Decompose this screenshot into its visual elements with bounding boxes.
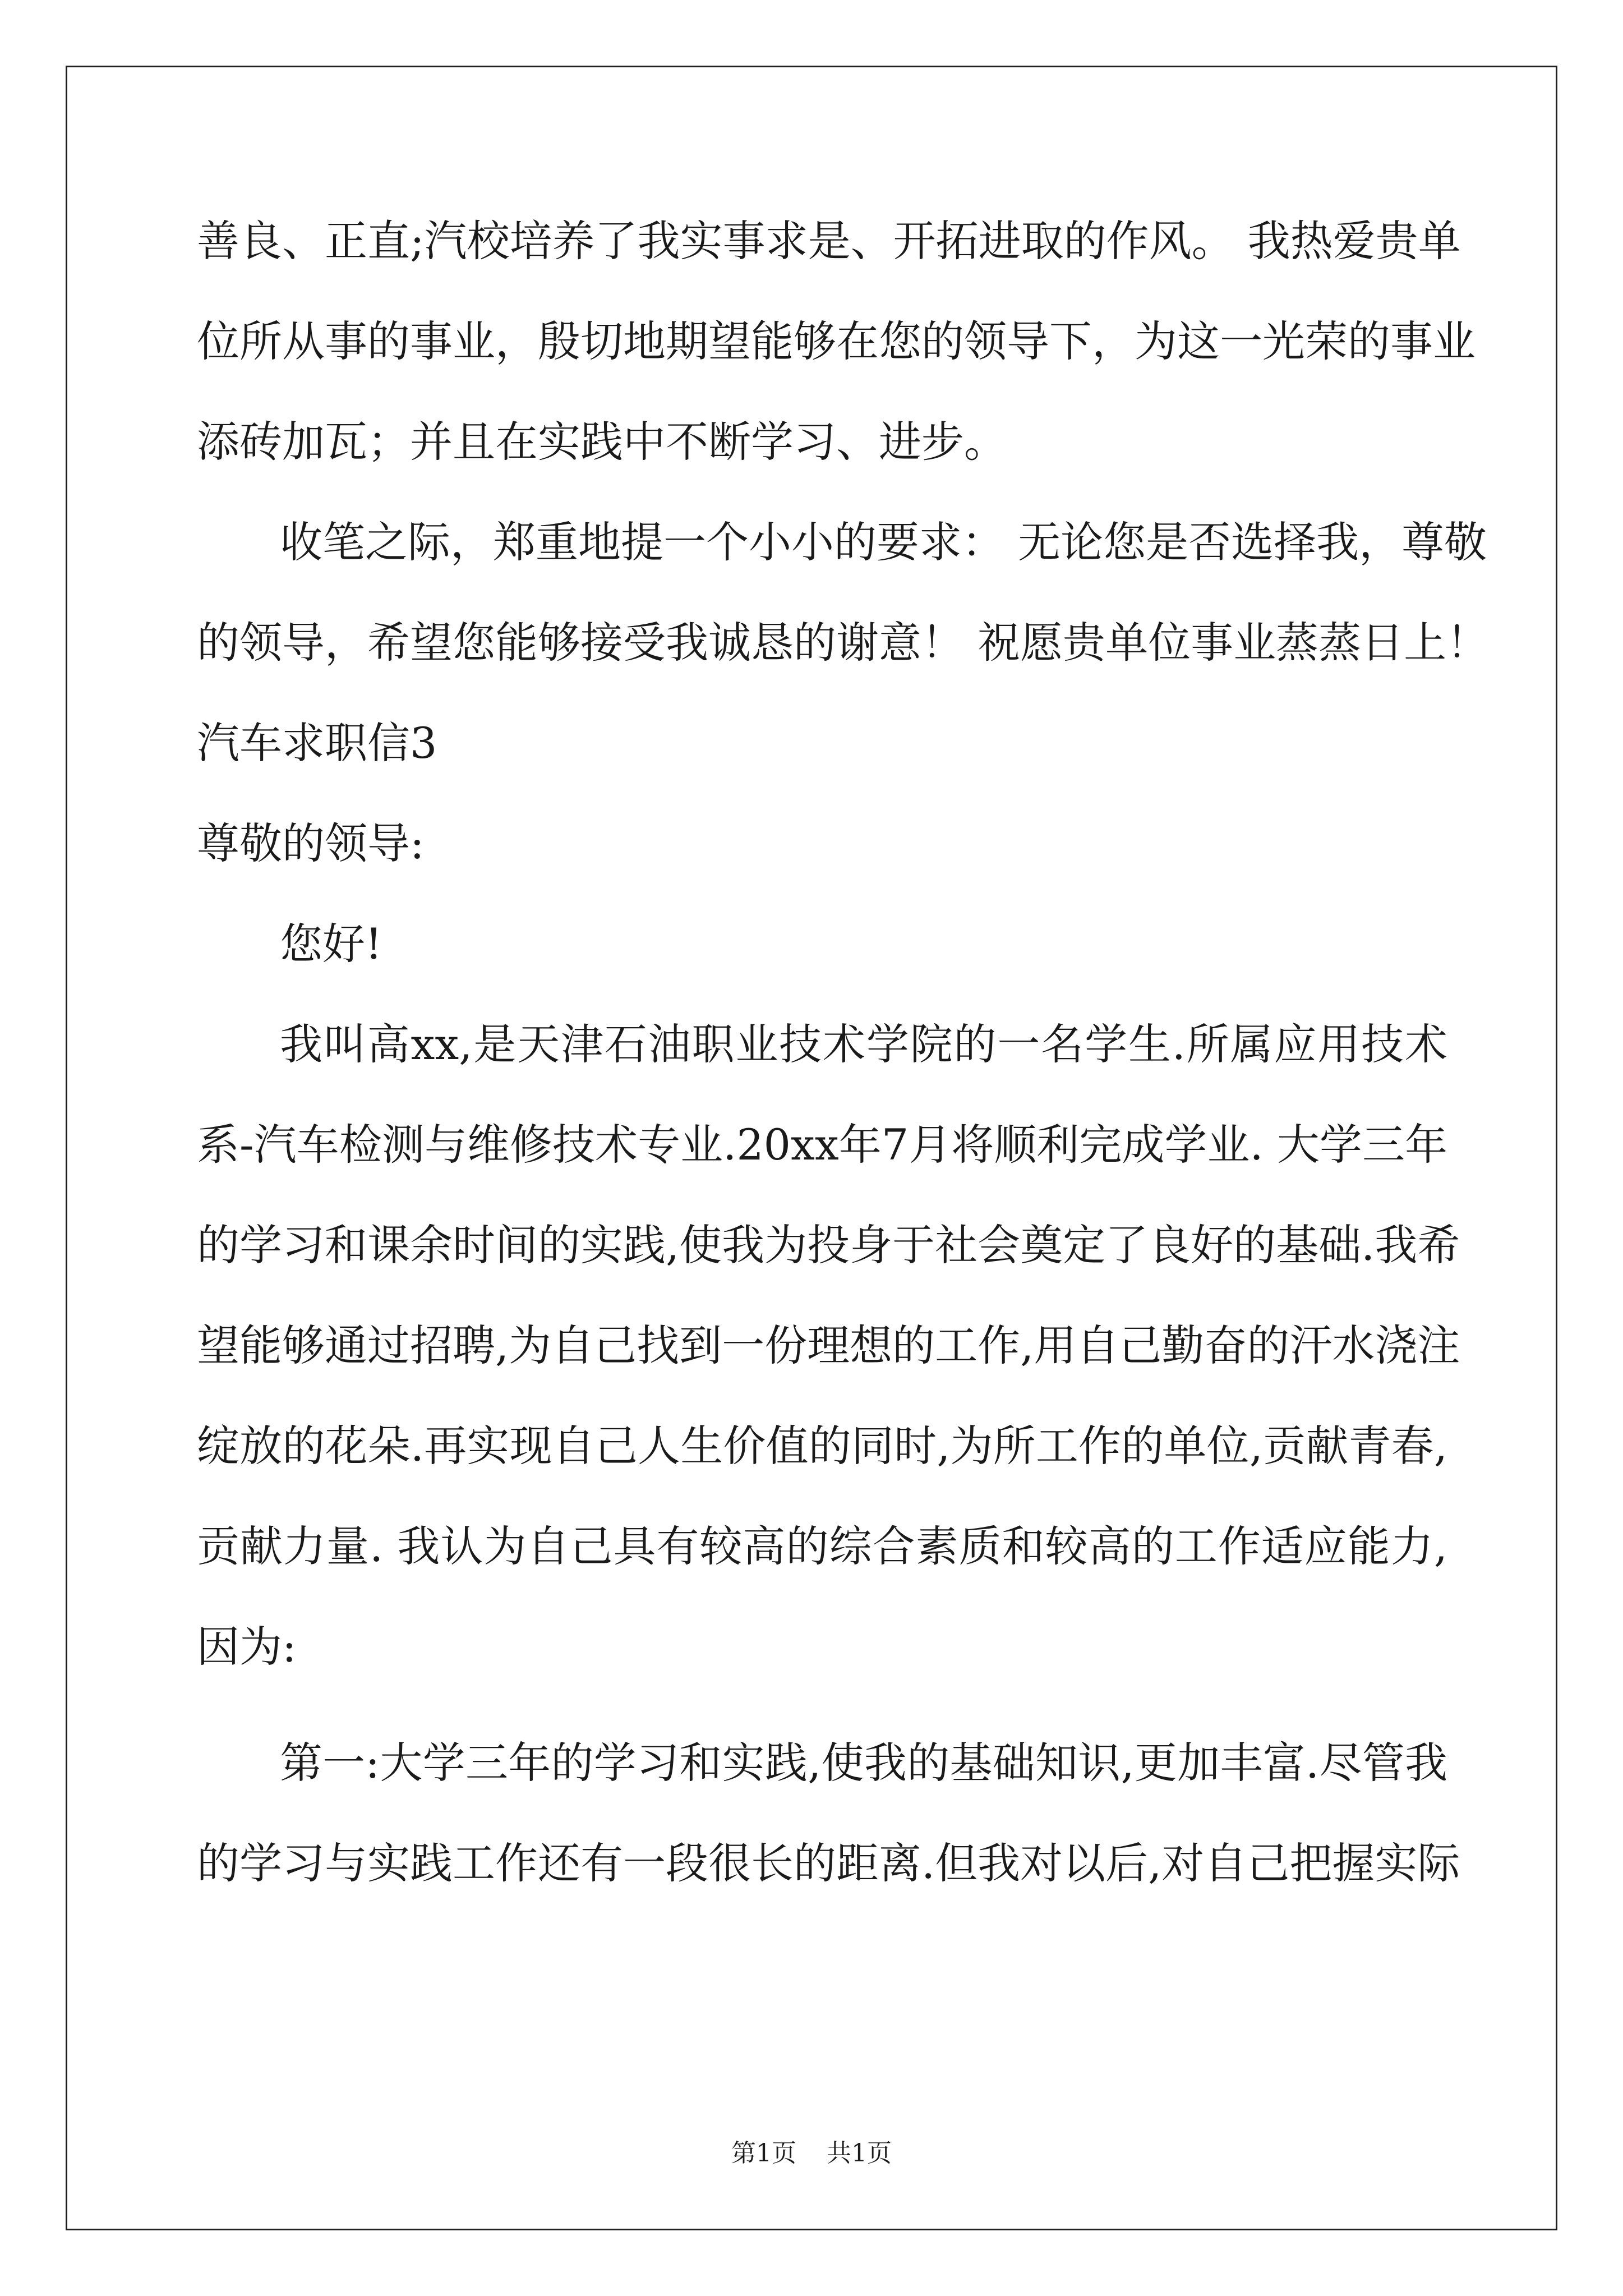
greeting: 您好! (280, 919, 382, 969)
page-number: 第1页 (731, 2139, 796, 2168)
paragraph-line: 的领导，希望您能够接受我诚恳的谢意！ 祝愿贵单位事业蒸蒸日上！ (197, 618, 1490, 668)
paragraph-line: 的学习和课余时间的实践,使我为投身于社会奠定了良好的基础.我希 (197, 1220, 1460, 1270)
paragraph-line: 位所从事的事业，殷切地期望能够在您的领导下，为这一光荣的事业 (197, 316, 1476, 366)
document-body (197, 208, 1490, 1930)
paragraph-line: 贡献力量. 我认为自己具有较高的综合素质和较高的工作适应能力, (197, 1521, 1447, 1571)
paragraph-line: 系-汽车检测与维修技术专业.20xx年7月将顺利完成学业. 大学三年 (197, 1120, 1447, 1170)
page-total: 共1页 (827, 2139, 892, 2168)
paragraph-line: 绽放的花朵.再实现自己人生价值的同时,为所工作的单位,贡献青春, (197, 1421, 1447, 1471)
paragraph-line: 因为: (197, 1622, 297, 1672)
page-footer (0, 2133, 1623, 2169)
paragraph-line: 我叫高xx,是天津石油职业技术学院的一名学生.所属应用技术 (280, 1019, 1447, 1069)
paragraph-line: 的学习与实践工作还有一段很长的距离.但我对以后,对自己把握实际 (197, 1838, 1460, 1888)
paragraph-line: 添砖加瓦；并且在实践中不断学习、进步。 (197, 417, 1007, 467)
paragraph-line: 第一:大学三年的学习和实践,使我的基础知识,更加丰富.尽管我 (280, 1738, 1447, 1788)
salutation: 尊敬的领导: (197, 818, 425, 868)
paragraph-line: 望能够通过招聘,为自己找到一份理想的工作,用自己勤奋的汗水浇注 (197, 1320, 1460, 1370)
paragraph-line: 善良、正直;汽校培养了我实事求是、开拓进取的作风。 我热爱贵单 (197, 216, 1461, 266)
paragraph-line: 收笔之际，郑重地提一个小小的要求： 无论您是否选择我，尊敬 (280, 517, 1487, 567)
section-heading: 汽车求职信3 (197, 718, 437, 768)
